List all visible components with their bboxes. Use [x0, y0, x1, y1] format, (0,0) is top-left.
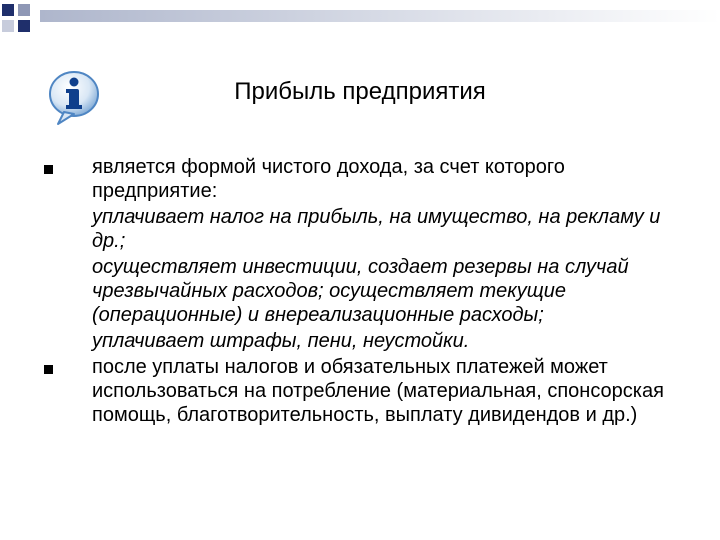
slide-title: Прибыль предприятия	[234, 78, 486, 105]
header-decoration	[0, 0, 720, 34]
bullet-1-investments: осуществляет инвестиции, создает резервы на случай чрезвычайных расходов; осуществляет текущие (операционные) и внереализационные расходы;	[92, 256, 629, 326]
square-bullet-icon	[44, 365, 53, 374]
bullet-1-tax: уплачивает налог на прибыль, на имущество, на рекламу и др.;	[92, 206, 661, 252]
bullet-1-intro: является формой чистого дохода, за счет которого предприятие:	[92, 156, 565, 202]
bullet-2-text: после уплаты налогов и обязательных платежей может использоваться на потребление (материальная, спонсорская помощь, благотворительность, выплату дивидендов и др.)	[92, 356, 664, 426]
square-bullet-icon	[44, 165, 53, 174]
info-speech-bubble-icon	[44, 68, 104, 126]
bullet-item-2	[44, 355, 684, 427]
bullet-1-fines: уплачивает штрафы, пени, неустойки.	[92, 330, 470, 352]
bullet-list	[44, 155, 684, 429]
bullet-item-1	[44, 155, 684, 353]
